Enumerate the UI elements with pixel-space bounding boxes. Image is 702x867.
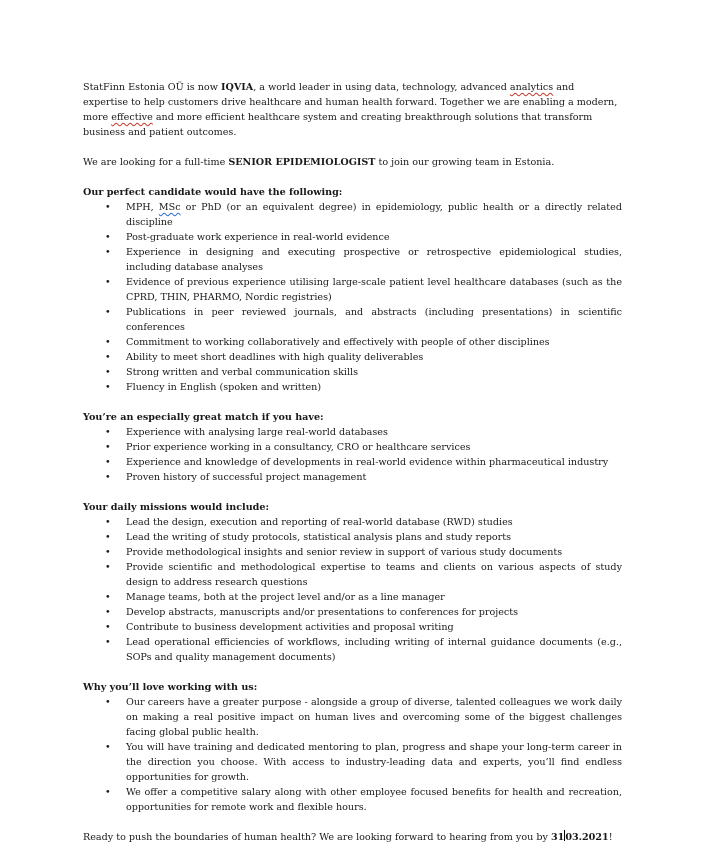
list-item: • Publications in peer reviewed journals, and abstracts (including presentations) in scientific conferences: [83, 305, 622, 335]
deadline-month-year: 03.2021: [565, 832, 609, 843]
intro-text: StatFinn Estonia OÜ is now: [83, 82, 221, 93]
candidate-list: [83, 200, 622, 395]
list-item: • Evidence of previous experience utilising large-scale patient level healthcare databases (such as the CPRD, THIN, PHARMO, Nordic registries): [83, 275, 622, 305]
section-heading-match: You’re an especially great match if you have:: [83, 412, 324, 423]
list-item: • Lead the writing of study protocols, statistical analysis plans and study reports: [83, 530, 622, 545]
list-item: • You will have training and dedicated mentoring to plan, progress and shape your long-term career in the direction you choose. With access to industry-leading data and experts, you’ll find endless opportunities for growth.: [83, 740, 622, 785]
list-item-text: MPH,: [126, 202, 159, 213]
match-list: [83, 425, 622, 485]
list-item: • Experience and knowledge of developments in real-world evidence within pharmaceutical industry: [83, 455, 622, 470]
intro-text: and expertise to help customers drive healthcare and human health forward. Together we are enabling a modern, more: [83, 82, 618, 123]
list-item: • Commitment to working collaboratively and effectively with people of other disciplines: [83, 335, 622, 350]
intro-text: and more efficient healthcare system and creating breakthrough solutions that transform business and patient outcomes.: [83, 112, 593, 138]
list-item: • Fluency in English (spoken and written): [83, 380, 622, 395]
list-item: • Lead the design, execution and reporting of real-world database (RWD) studies: [83, 515, 622, 530]
list-item: • Provide methodological insights and senior review in support of various study documents: [83, 545, 622, 560]
list-item: • Experience in designing and executing prospective or retrospective epidemiological studies, including database analyses: [83, 245, 622, 275]
deadline-date: [551, 832, 609, 843]
list-item: • Our careers have a greater purpose - alongside a group of diverse, talented colleagues we work daily on making a real positive impact on human lives and overcoming some of the biggest challenges facing global public health.: [83, 695, 622, 740]
list-item: • Contribute to business development activities and proposal writing: [83, 620, 622, 635]
spellcheck-word: analytics: [509, 82, 554, 93]
role-paragraph: [83, 155, 622, 170]
closing-paragraph: [83, 830, 622, 845]
list-item: [83, 200, 622, 230]
list-item: • Lead operational efficiencies of workflows, including writing of internal guidance documents (e.g., SOPs and quality management documents): [83, 635, 622, 665]
list-item: • Ability to meet short deadlines with high quality deliverables: [83, 350, 622, 365]
role-text: We are looking for a full-time: [83, 157, 229, 168]
list-item: • Proven history of successful project management: [83, 470, 622, 485]
list-item: • Prior experience working in a consultancy, CRO or healthcare services: [83, 440, 622, 455]
list-item: • Post-graduate work experience in real-world evidence: [83, 230, 622, 245]
grammar-check-word: MSc: [158, 202, 181, 213]
company-name: IQVIA: [220, 82, 254, 93]
role-text: to join our growing team in Estonia.: [375, 157, 555, 168]
intro-paragraph: [83, 80, 622, 140]
job-title: SENIOR EPIDEMIOLOGIST: [228, 157, 376, 168]
list-item-text: or PhD (or an equivalent degree) in epidemiology, public health or a directly related discipline: [126, 202, 622, 228]
section-heading-missions: Your daily missions would include:: [83, 502, 270, 513]
missions-list: [83, 515, 622, 665]
section-heading-candidate: Our perfect candidate would have the following:: [83, 187, 343, 198]
section-heading-love: Why you’ll love working with us:: [83, 682, 258, 693]
list-item: • Develop abstracts, manuscripts and/or presentations to conferences for projects: [83, 605, 622, 620]
list-item: • Provide scientific and methodological expertise to teams and clients on various aspects of study design to address research questions: [83, 560, 622, 590]
spellcheck-word: effective: [111, 112, 153, 123]
closing-text: Ready to push the boundaries of human health? We are looking forward to hearing from you by: [83, 832, 551, 843]
closing-punctuation: !: [608, 832, 613, 843]
intro-text: , a world leader in using data, technology, advanced: [253, 82, 510, 93]
list-item: • Experience with analysing large real-world databases: [83, 425, 622, 440]
list-item: • Manage teams, both at the project level and/or as a line manager: [83, 590, 622, 605]
list-item: • Strong written and verbal communication skills: [83, 365, 622, 380]
love-list: [83, 695, 622, 815]
deadline-day: 31: [550, 832, 565, 843]
list-item: • We offer a competitive salary along with other employee focused benefits for health and recreation, opportunities for remote work and flexible hours.: [83, 785, 622, 815]
